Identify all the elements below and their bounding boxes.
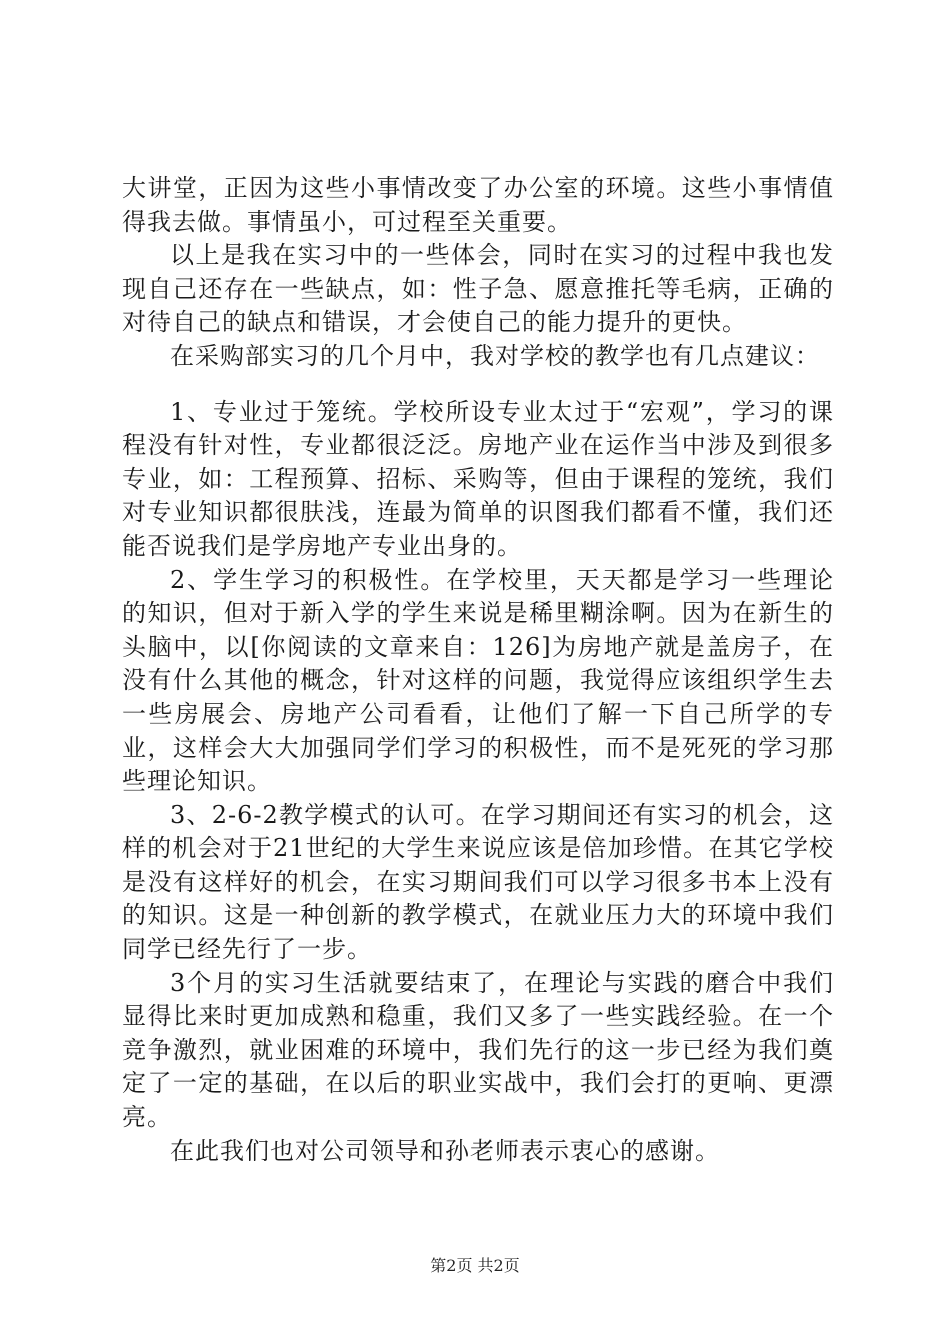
- paragraph-reflection: 以上是我在实习中的一些体会，同时在实习的过程中我也发现自己还存在一些缺点，如：性子急、愿意推托等毛病，正确的对待自己的缺点和错误，才会使自己的能力提升的更快。: [122, 241, 834, 337]
- suggestion-item-3: 3、2-6-2教学模式的认可。在学习期间还有实习的机会，这样的机会对于21世纪的大学生来说应该是倍加珍惜。在其它学校是没有这样好的机会，在实习期间我们可以学习很多书本上没有的知识。这是一种创新的教学模式，在就业压力大的环境中我们同学已经先行了一步。: [122, 800, 834, 964]
- suggestion-item-1: 1、专业过于笼统。学校所设专业太过于“宏观”，学习的课程没有针对性，专业都很泛泛。房地产业在运作当中涉及到很多专业，如：工程预算、招标、采购等，但由于课程的笼统，我们对专业知识都很肤浅，连最为简单的识图我们都看不懂，我们还能否说我们是学房地产专业出身的。: [122, 397, 834, 560]
- document-body: [122, 172, 834, 1168]
- paragraph-spacer: [122, 374, 834, 396]
- suggestion-item-2: 2、学生学习的积极性。在学校里，天天都是学习一些理论的知识，但对于新入学的学生来说是稀里糊涂啊。因为在新生的头脑中，以[你阅读的文章来自：126]为房地产就是盖房子，在没有什么其他的概念，针对这样的问题，我觉得应该组织学生去一些房展会、房地产公司看看，让他们了解一下自己所学的专业，这样会大大加强同学们学习的积极性，而不是死死的学习那些理论知识。: [122, 565, 834, 796]
- paragraph-conclusion: 3个月的实习生活就要结束了，在理论与实践的磨合中我们显得比来时更加成熟和稳重，我们又多了一些实践经验。在一个竞争激烈，就业困难的环境中，我们先行的这一步已经为我们奠定了一定的基础，在以后的职业实战中，我们会打的更响、更漂亮。: [122, 968, 834, 1132]
- page-footer: 第2页 共2页: [430, 1256, 520, 1275]
- paragraph-suggestions-intro: 在采购部实习的几个月中，我对学校的教学也有几点建议：: [170, 341, 820, 370]
- paragraph-continuation: 大讲堂，正因为这些小事情改变了办公室的环境。这些小事情值得我去做。事情虽小，可过程至关重要。: [122, 174, 834, 236]
- paragraph-thanks: 在此我们也对公司领导和孙老师表示衷心的感谢。: [170, 1136, 720, 1165]
